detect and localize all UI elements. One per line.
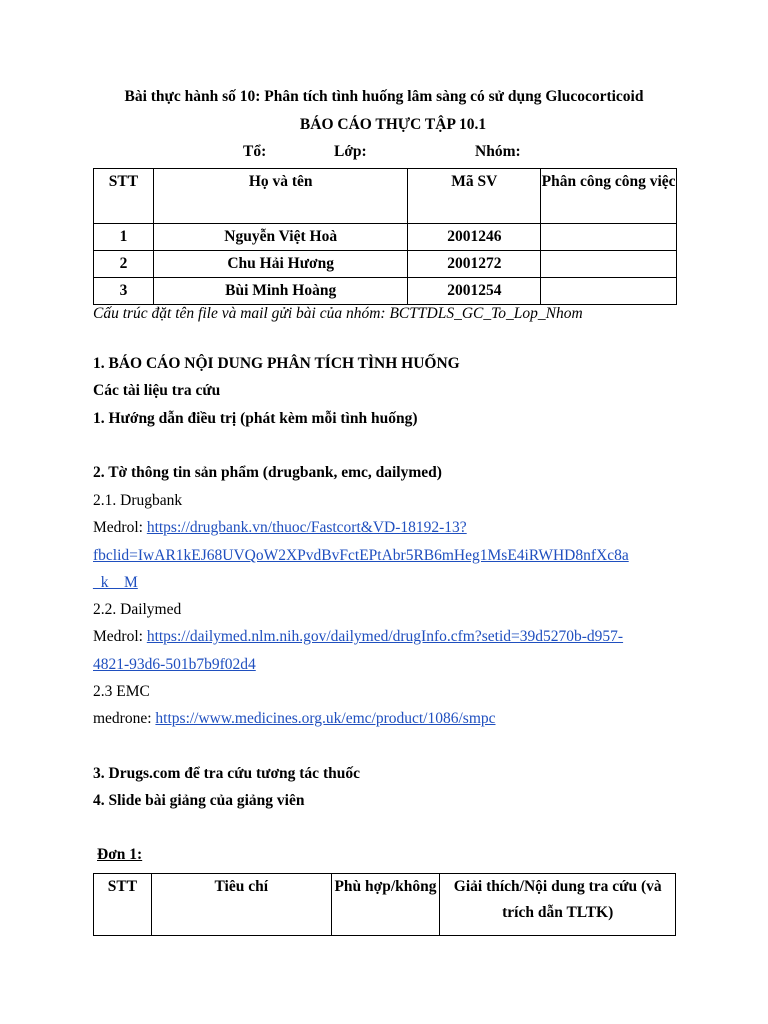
drugbank-line (93, 519, 467, 537)
cell-stt: 3 (94, 278, 154, 305)
cell-task (541, 278, 677, 305)
section-heading: 1. BÁO CÁO NỘI DUNG PHÂN TÍCH TÌNH HUỐNG (93, 355, 460, 372)
emc-label: 2.3 EMC (93, 683, 150, 700)
reference-item-4: 4. Slide bài giảng của giảng viên (93, 792, 305, 809)
don1-header-criteria: Tiêu chí (151, 874, 331, 936)
drugbank-link[interactable]: https://drugbank.vn/thuoc/Fastcort&VD-18192-13? (146, 519, 467, 536)
cell-name: Bùi Minh Hoàng (153, 278, 408, 305)
cell-student-id: 2001246 (408, 224, 541, 251)
header-name: Họ và tên (153, 169, 408, 224)
reference-item-3: 3. Drugs.com để tra cứu tương tác thuốc (93, 765, 360, 782)
lop-label: Lớp: (334, 143, 367, 160)
cell-student-id: 2001272 (408, 251, 541, 278)
members-header-row (94, 169, 677, 224)
cell-name: Nguyễn Việt Hoà (153, 224, 408, 251)
dailymed-link[interactable]: https://dailymed.nlm.nih.gov/dailymed/drugInfo.cfm?setid=39d5270b-d957- (146, 628, 624, 645)
members-table (93, 168, 677, 305)
cell-stt: 2 (94, 251, 154, 278)
header-stt: STT (94, 169, 154, 224)
file-naming-note: Cấu trúc đặt tên file và mail gửi bài của nhóm: BCTTDLS_GC_To_Lop_Nhom (93, 305, 583, 322)
emc-line (93, 710, 496, 728)
references-subheading: Các tài liệu tra cứu (93, 382, 221, 399)
dailymed-prefix: Medrol: (93, 628, 147, 645)
don1-header-explanation: Giải thích/Nội dung tra cứu (và trích dẫn TLTK) (440, 874, 676, 936)
dailymed-label: 2.2. Dailymed (93, 601, 182, 618)
cell-name: Chu Hải Hương (153, 251, 408, 278)
reference-item-2: 2. Tờ thông tin sản phẩm (drugbank, emc, dailymed) (93, 464, 442, 481)
don1-header-stt: STT (94, 874, 152, 936)
cell-stt: 1 (94, 224, 154, 251)
dailymed-line (93, 628, 623, 646)
drugbank-prefix: Medrol: (93, 519, 147, 536)
cell-task (541, 224, 677, 251)
emc-link[interactable]: https://www.medicines.org.uk/emc/product/1086/smpc (155, 710, 496, 727)
don1-header-row (94, 874, 676, 936)
drugbank-link-end[interactable]: _k__M (93, 574, 138, 591)
nhom-label: Nhóm: (475, 143, 521, 160)
report-title: BÁO CÁO THỰC TẬP 10.1 (299, 116, 487, 133)
drugbank-link-cont[interactable]: fbclid=IwAR1kEJ68UVQoW2XPvdBvFctEPtAbr5RB6mHeg1MsE4iRWHD8nfXc8a (93, 547, 629, 564)
drugbank-label: 2.1. Drugbank (93, 492, 183, 509)
emc-prefix: medrone: (93, 710, 156, 727)
table-row (94, 224, 677, 251)
practice-title: Bài thực hành số 10: Phân tích tình huống lâm sàng có sử dụng Glucocorticoid (124, 88, 644, 105)
don1-label: Đơn 1: (97, 846, 143, 863)
cell-student-id: 2001254 (408, 278, 541, 305)
to-label: Tổ: (243, 143, 267, 160)
reference-item-1: 1. Hướng dẫn điều trị (phát kèm mỗi tình huống) (93, 410, 418, 427)
don1-table (93, 873, 676, 936)
header-task: Phân công công việc (541, 169, 677, 224)
don1-header-suitable: Phù hợp/không (331, 874, 440, 936)
cell-task (541, 251, 677, 278)
table-row (94, 278, 677, 305)
table-row (94, 251, 677, 278)
dailymed-link-cont[interactable]: 4821-93d6-501b7b9f02d4 (93, 656, 256, 673)
header-student-id: Mã SV (408, 169, 541, 224)
